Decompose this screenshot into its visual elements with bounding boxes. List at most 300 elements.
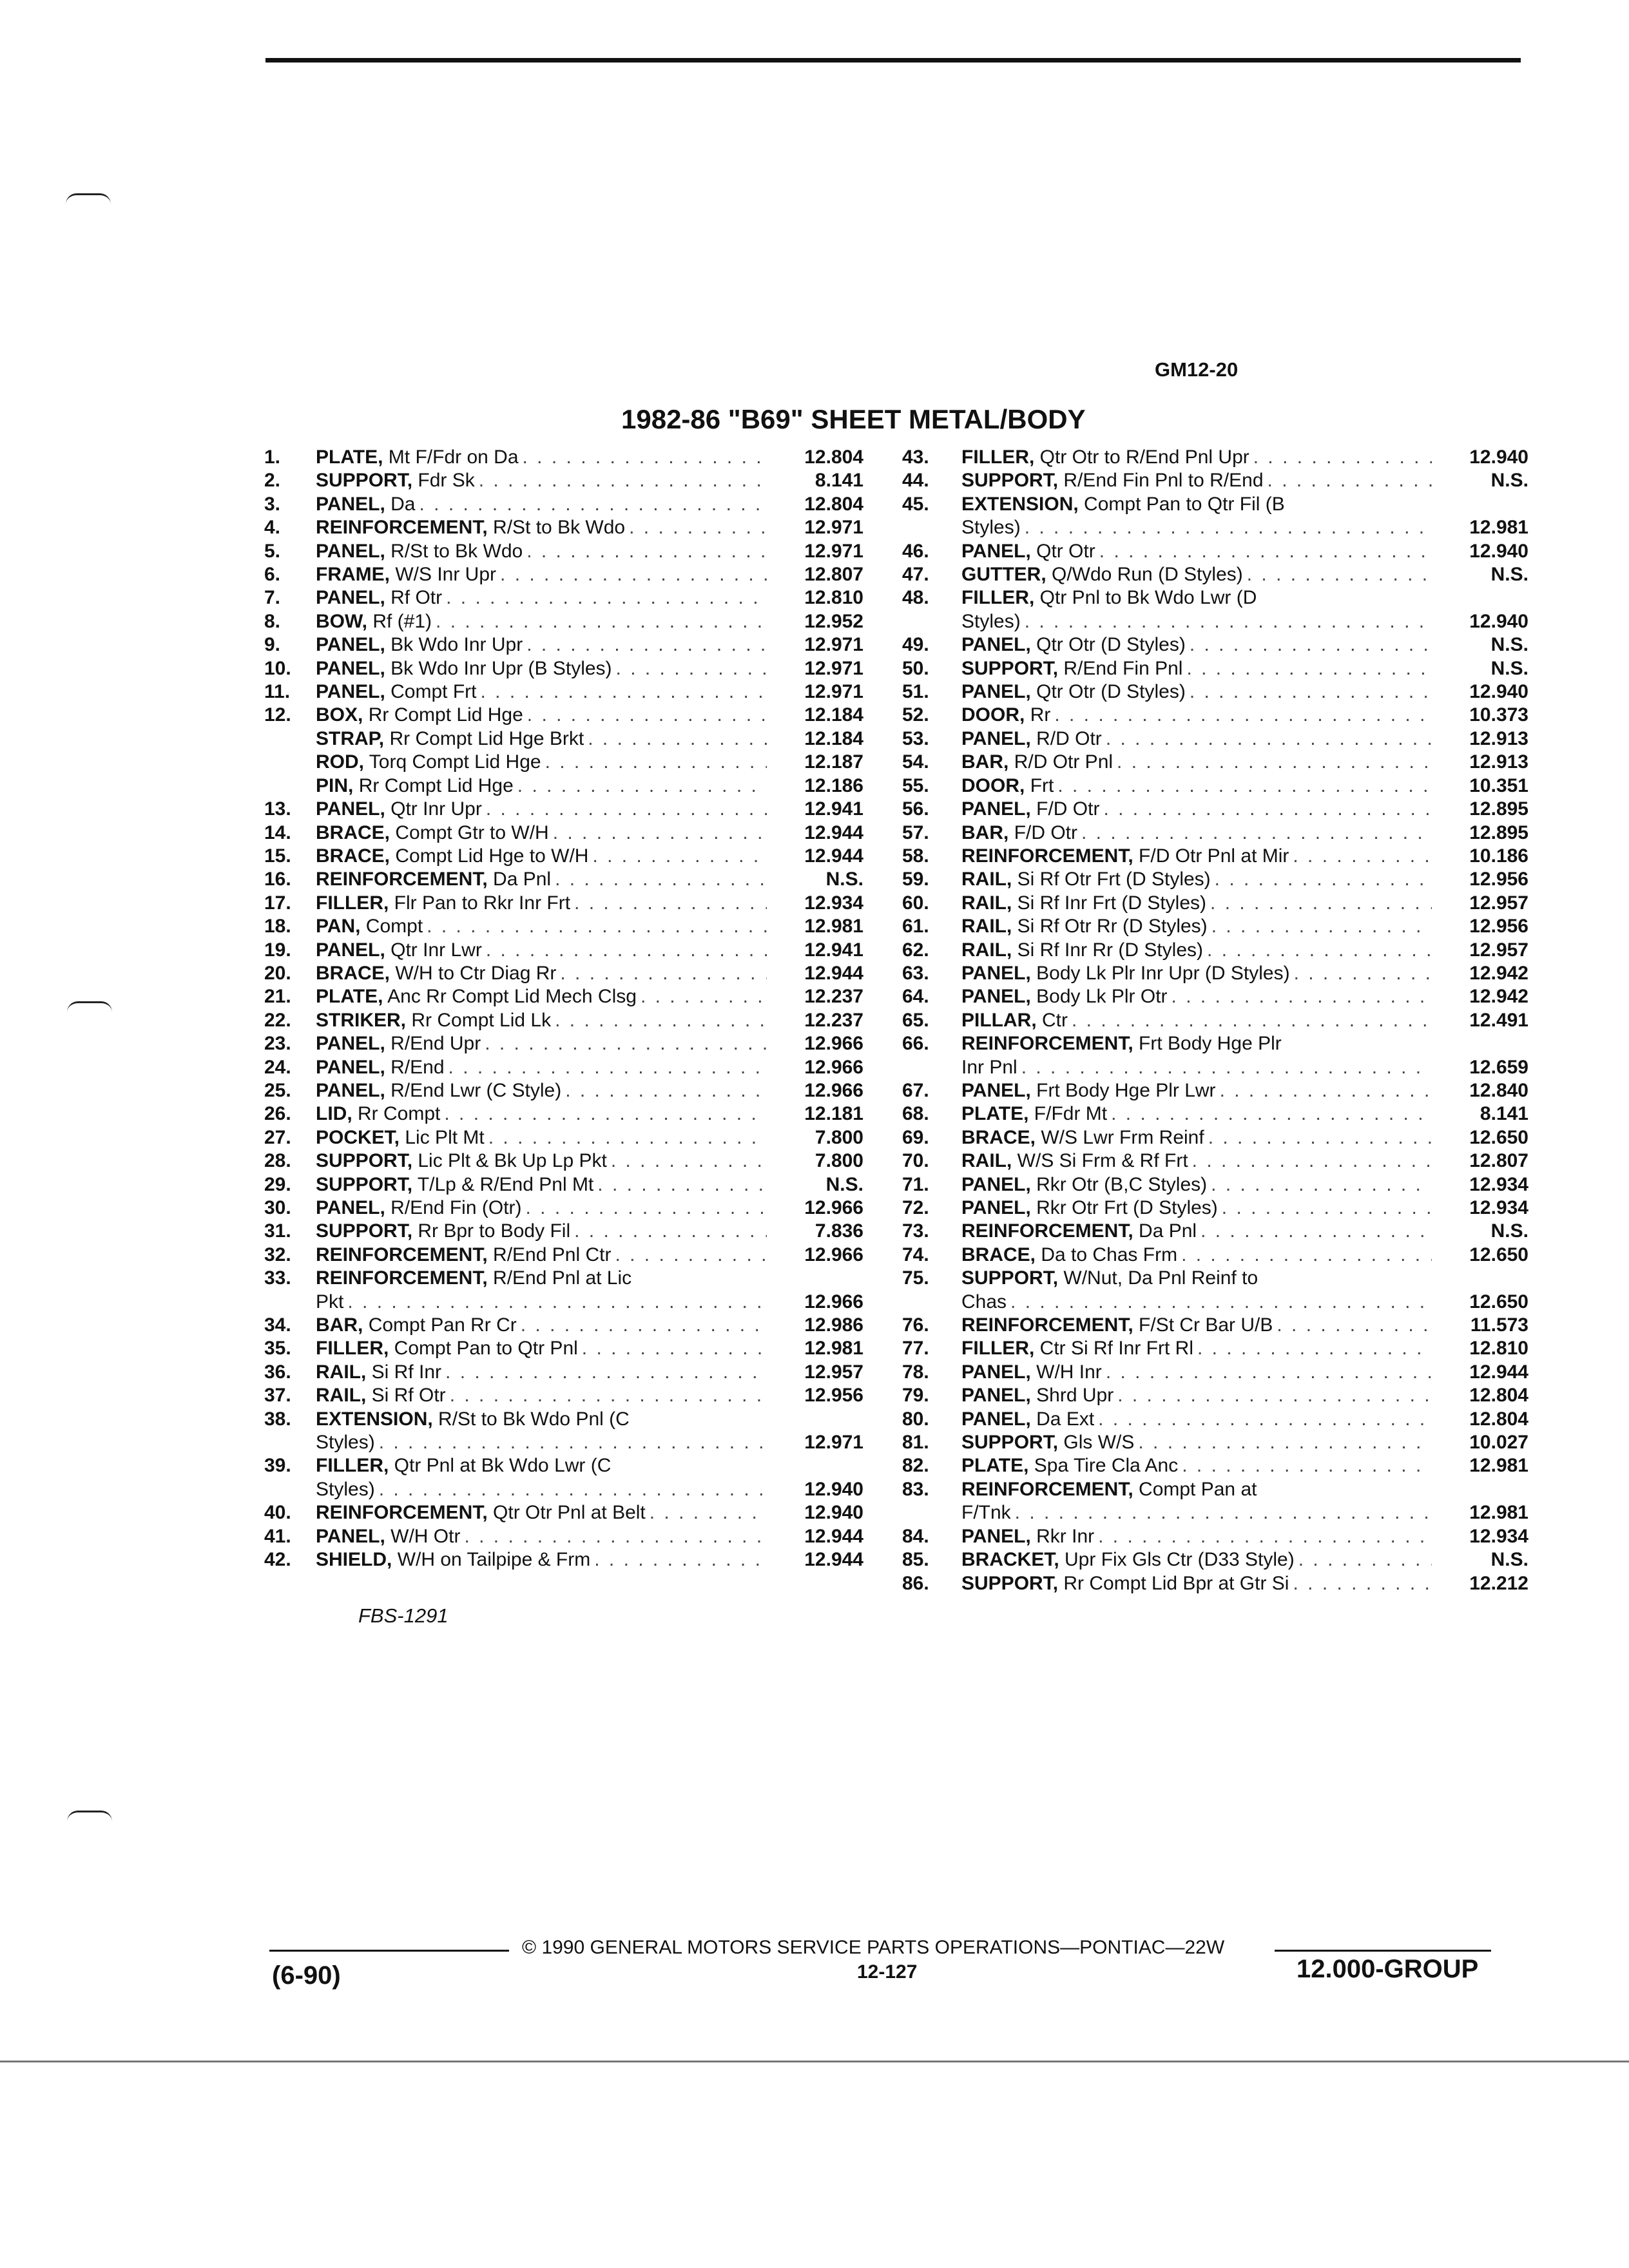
part-description bbox=[961, 1361, 1432, 1384]
part-name: FILLER, bbox=[961, 1338, 1035, 1360]
group-number: 12.966 bbox=[804, 1079, 863, 1101]
part-name: RAIL, bbox=[961, 892, 1012, 914]
description-line bbox=[316, 1501, 646, 1524]
part-description bbox=[316, 1408, 767, 1455]
part-detail: Qtr Inr Upr bbox=[390, 798, 482, 820]
part-name: PANEL, bbox=[316, 1197, 385, 1218]
leader-dots bbox=[1243, 563, 1432, 586]
part-description bbox=[316, 469, 767, 492]
description-line bbox=[961, 892, 1206, 915]
leader-dots bbox=[570, 892, 767, 915]
part-name: REINFORCEMENT, bbox=[961, 1033, 1133, 1055]
part-description bbox=[961, 633, 1432, 657]
leader-dots bbox=[588, 845, 767, 868]
part-name: RAIL, bbox=[961, 939, 1012, 961]
part-description bbox=[961, 1454, 1432, 1477]
part-name: REINFORCEMENT, bbox=[961, 1314, 1133, 1336]
part-detail-continued: Styles) bbox=[316, 1478, 375, 1500]
part-description bbox=[316, 845, 767, 868]
group-number: 12.940 bbox=[1469, 540, 1528, 562]
part-detail: Rr Bpr to Body Fil bbox=[418, 1220, 571, 1242]
item-number: 7. bbox=[264, 587, 281, 609]
part-detail: Q/Wdo Run (D Styles) bbox=[1052, 564, 1243, 586]
item-number: 12. bbox=[264, 704, 291, 726]
part-name: PAN, bbox=[316, 916, 361, 937]
part-entry bbox=[902, 1079, 1528, 1102]
description-continuation bbox=[961, 1056, 1432, 1079]
group-number: 11.573 bbox=[1470, 1314, 1528, 1336]
part-entry bbox=[902, 962, 1528, 985]
description-line bbox=[316, 1337, 578, 1360]
part-description bbox=[316, 1548, 767, 1571]
part-description bbox=[961, 1126, 1432, 1149]
part-detail: T/Lp & R/End Pnl Mt bbox=[417, 1173, 594, 1195]
part-entry bbox=[902, 1384, 1528, 1407]
part-name: FRAME, bbox=[316, 564, 390, 586]
description-continuation bbox=[961, 610, 1432, 633]
part-name: PANEL, bbox=[316, 657, 385, 679]
part-description bbox=[316, 985, 767, 1008]
part-detail-continued: Styles) bbox=[961, 517, 1021, 539]
part-name: SUPPORT, bbox=[961, 470, 1059, 492]
part-entry bbox=[264, 680, 863, 704]
leader-dots bbox=[445, 1056, 767, 1079]
group-number: 12.966 bbox=[804, 1056, 863, 1078]
leader-dots bbox=[1295, 1548, 1432, 1571]
part-detail: Compt Gtr to W/H bbox=[395, 822, 549, 843]
item-number: 30. bbox=[264, 1197, 291, 1218]
part-description bbox=[316, 610, 767, 633]
part-entry bbox=[264, 1009, 863, 1032]
part-detail: R/End Lwr (C Style) bbox=[390, 1079, 562, 1101]
description-line bbox=[316, 610, 432, 633]
group-number: 12.981 bbox=[804, 916, 863, 937]
part-name: DOOR, bbox=[961, 774, 1025, 796]
leader-dots bbox=[1206, 892, 1432, 915]
item-number: 69. bbox=[902, 1126, 929, 1148]
part-description bbox=[316, 1337, 767, 1360]
part-detail: Anc Rr Compt Lid Mech Clsg bbox=[387, 986, 637, 1008]
part-entry bbox=[264, 1244, 863, 1267]
part-entry bbox=[264, 962, 863, 985]
group-number: 12.804 bbox=[804, 447, 863, 468]
group-number: 12.966 bbox=[804, 1291, 863, 1312]
leader-dots bbox=[561, 1079, 767, 1102]
item-number: 6. bbox=[264, 564, 281, 586]
part-detail: Qtr Otr Pnl at Belt bbox=[493, 1502, 646, 1524]
item-number: 4. bbox=[264, 517, 281, 539]
part-description bbox=[961, 727, 1432, 751]
leader-dots bbox=[432, 610, 767, 633]
item-number: 35. bbox=[264, 1338, 291, 1360]
part-detail: Si Rf Otr Frt (D Styles) bbox=[1017, 869, 1211, 890]
part-name: PANEL, bbox=[961, 1173, 1031, 1195]
part-name: LID, bbox=[316, 1103, 352, 1125]
item-number: 15. bbox=[264, 845, 291, 867]
leader-dots bbox=[517, 1314, 767, 1337]
part-entry bbox=[902, 1149, 1528, 1173]
description-line bbox=[961, 1079, 1216, 1102]
description-line bbox=[316, 868, 551, 891]
part-description bbox=[961, 1149, 1432, 1173]
part-entry bbox=[902, 1220, 1528, 1243]
leader-dots bbox=[593, 1173, 767, 1196]
part-description bbox=[316, 751, 767, 774]
part-detail: Frt bbox=[1030, 774, 1054, 796]
part-description bbox=[961, 540, 1432, 563]
part-name: BAR, bbox=[316, 1314, 363, 1336]
part-detail: R/End Upr bbox=[390, 1033, 481, 1055]
group-number: 12.804 bbox=[804, 493, 863, 515]
description-line bbox=[961, 774, 1054, 798]
part-entry bbox=[264, 610, 863, 633]
leader-dots bbox=[523, 540, 767, 563]
leader-dots bbox=[514, 774, 767, 798]
leader-dots bbox=[1068, 1009, 1432, 1032]
part-detail: Gls W/S bbox=[1063, 1432, 1135, 1454]
group-number: 12.971 bbox=[804, 540, 863, 562]
leader-dots bbox=[1007, 1291, 1432, 1314]
description-line bbox=[961, 586, 1432, 610]
description-line bbox=[316, 586, 442, 610]
part-entry bbox=[902, 868, 1528, 891]
part-description bbox=[316, 1173, 767, 1196]
part-detail: Si Rf Inr bbox=[371, 1361, 442, 1383]
group-number: 12.934 bbox=[1469, 1525, 1528, 1547]
leader-dots bbox=[1102, 727, 1432, 751]
part-name: FILLER, bbox=[316, 892, 389, 914]
item-number: 75. bbox=[902, 1267, 929, 1289]
item-number: 3. bbox=[264, 493, 281, 515]
part-entry bbox=[264, 446, 863, 469]
part-description bbox=[961, 563, 1432, 586]
leader-dots bbox=[556, 962, 767, 985]
part-detail: Rr bbox=[1030, 704, 1051, 726]
part-entry bbox=[902, 680, 1528, 704]
description-line bbox=[961, 1572, 1289, 1595]
description-line bbox=[961, 680, 1186, 704]
item-number: 42. bbox=[264, 1549, 291, 1571]
part-detail: Upr Fix Gls Ctr (D33 Style) bbox=[1065, 1549, 1295, 1571]
item-number: 14. bbox=[264, 822, 291, 843]
description-line bbox=[961, 1525, 1094, 1548]
item-number: 26. bbox=[264, 1103, 291, 1125]
item-number: 82. bbox=[902, 1455, 929, 1477]
item-number: 25. bbox=[264, 1079, 291, 1101]
leader-dots bbox=[646, 1501, 767, 1524]
part-entry bbox=[902, 657, 1528, 680]
part-name: PANEL, bbox=[961, 1408, 1031, 1430]
group-number: 12.971 bbox=[804, 657, 863, 679]
description-line bbox=[961, 868, 1211, 891]
item-number: 86. bbox=[902, 1572, 929, 1594]
group-number: 12.237 bbox=[804, 986, 863, 1008]
part-description bbox=[316, 1056, 767, 1079]
leader-dots bbox=[375, 1478, 767, 1501]
group-number: 12.944 bbox=[804, 962, 863, 984]
part-entry bbox=[264, 798, 863, 821]
description-line bbox=[961, 1361, 1102, 1384]
part-name: REINFORCEMENT, bbox=[961, 845, 1133, 867]
item-number: 17. bbox=[264, 892, 291, 914]
part-detail: Rr Compt Lid Bpr at Gtr Si bbox=[1063, 1572, 1289, 1594]
leader-dots bbox=[1290, 962, 1432, 985]
part-description bbox=[316, 1009, 767, 1032]
part-description bbox=[961, 446, 1432, 469]
item-number: 73. bbox=[902, 1220, 929, 1242]
group-number: N.S. bbox=[1490, 657, 1528, 679]
group-number: 12.971 bbox=[804, 517, 863, 539]
part-description bbox=[316, 633, 767, 657]
item-number: 79. bbox=[902, 1385, 929, 1407]
item-number: 52. bbox=[902, 704, 929, 726]
part-entry bbox=[264, 985, 863, 1008]
part-detail: Qtr Otr bbox=[1036, 540, 1095, 562]
part-name: STRIKER, bbox=[316, 1009, 407, 1031]
part-entry bbox=[902, 1408, 1528, 1431]
item-number: 58. bbox=[902, 845, 929, 867]
group-number: 12.237 bbox=[804, 1009, 863, 1031]
leader-dots bbox=[1134, 1431, 1432, 1454]
item-number: 49. bbox=[902, 634, 929, 656]
part-entry bbox=[264, 1149, 863, 1173]
part-description bbox=[961, 704, 1432, 727]
part-detail: Compt Lid Hge to W/H bbox=[395, 845, 589, 867]
part-entry bbox=[902, 540, 1528, 563]
part-entry bbox=[902, 1126, 1528, 1149]
group-number: 12.981 bbox=[1469, 1502, 1528, 1524]
part-description bbox=[316, 1267, 767, 1314]
part-detail: Si Rf Otr bbox=[371, 1385, 446, 1407]
part-name: PANEL, bbox=[961, 1079, 1031, 1101]
item-number: 11. bbox=[264, 681, 291, 703]
description-line bbox=[961, 1126, 1204, 1149]
part-entry bbox=[264, 1384, 863, 1407]
part-description bbox=[316, 540, 767, 563]
item-number: 9. bbox=[264, 634, 281, 656]
part-description bbox=[961, 1314, 1432, 1337]
item-number: 32. bbox=[264, 1244, 291, 1265]
part-name: PANEL, bbox=[316, 1525, 385, 1547]
footer-rule-right bbox=[1275, 1950, 1491, 1952]
group-number: 7.800 bbox=[815, 1126, 863, 1148]
description-line bbox=[961, 1454, 1178, 1477]
leader-dots bbox=[1094, 1525, 1432, 1548]
part-entry bbox=[902, 633, 1528, 657]
leader-dots bbox=[1218, 1196, 1432, 1220]
description-line bbox=[316, 822, 549, 845]
group-number: 12.807 bbox=[804, 564, 863, 586]
description-line bbox=[961, 1408, 1094, 1431]
group-number: N.S. bbox=[1490, 1220, 1528, 1242]
description-continuation bbox=[316, 1478, 767, 1501]
part-description bbox=[316, 1454, 767, 1501]
copyright-line: © 1990 GENERAL MOTORS SERVICE PARTS OPERATIONS—PONTIAC—22W bbox=[522, 1937, 1225, 1958]
description-continuation bbox=[316, 1431, 767, 1454]
part-description bbox=[961, 822, 1432, 845]
part-description bbox=[961, 1525, 1432, 1548]
part-name: SHIELD, bbox=[316, 1549, 392, 1571]
part-detail: F/D Otr bbox=[1036, 798, 1100, 820]
part-description bbox=[316, 1361, 767, 1384]
group-number: 12.941 bbox=[804, 798, 863, 820]
part-entry bbox=[264, 1032, 863, 1055]
group-number: 12.913 bbox=[1469, 751, 1528, 773]
description-line bbox=[961, 1102, 1107, 1126]
page-title: 1982-86 "B69" SHEET METAL/BODY bbox=[621, 404, 1086, 434]
description-line bbox=[316, 774, 514, 798]
part-detail: Rr Compt Lid Hge bbox=[358, 774, 514, 796]
description-line bbox=[961, 1173, 1207, 1196]
part-detail: F/St Cr Bar U/B bbox=[1139, 1314, 1273, 1336]
part-detail: W/Nut, Da Pnl Reinf to bbox=[1063, 1267, 1258, 1289]
description-line bbox=[316, 1361, 441, 1384]
description-line bbox=[961, 1032, 1432, 1055]
leader-dots bbox=[1113, 751, 1432, 774]
item-number: 16. bbox=[264, 869, 291, 890]
punch-mark bbox=[66, 193, 111, 204]
part-entry bbox=[264, 633, 863, 657]
leader-dots bbox=[607, 1149, 767, 1173]
description-line bbox=[961, 1009, 1068, 1032]
leader-dots bbox=[441, 1361, 767, 1384]
description-line bbox=[316, 1244, 611, 1267]
description-continuation bbox=[961, 1291, 1432, 1314]
part-entry bbox=[902, 1478, 1528, 1525]
group-number: 12.187 bbox=[804, 751, 863, 773]
item-number: 60. bbox=[902, 892, 929, 914]
group-number: N.S. bbox=[825, 1173, 863, 1195]
leader-dots bbox=[611, 1244, 767, 1267]
leader-dots bbox=[1094, 1408, 1432, 1431]
part-detail: Body Lk Plr Otr bbox=[1036, 986, 1168, 1008]
group-number: 10.027 bbox=[1469, 1432, 1528, 1454]
description-line bbox=[316, 845, 588, 868]
item-number: 80. bbox=[902, 1408, 929, 1430]
part-description bbox=[961, 1548, 1432, 1571]
item-number: 13. bbox=[264, 798, 291, 820]
top-rule bbox=[265, 58, 1521, 62]
description-line bbox=[316, 915, 423, 938]
part-entry bbox=[264, 915, 863, 938]
part-name: PLATE, bbox=[961, 1455, 1029, 1477]
group-number: 12.966 bbox=[804, 1033, 863, 1055]
description-line bbox=[316, 798, 482, 821]
description-line bbox=[961, 540, 1095, 563]
description-line bbox=[316, 1454, 767, 1477]
item-number: 27. bbox=[264, 1126, 291, 1148]
group-number: 12.659 bbox=[1469, 1056, 1528, 1078]
item-number: 81. bbox=[902, 1432, 929, 1454]
item-number: 43. bbox=[902, 447, 929, 468]
item-number: 19. bbox=[264, 939, 291, 961]
part-name: RAIL, bbox=[316, 1361, 367, 1383]
part-name: PANEL, bbox=[316, 540, 385, 562]
part-description bbox=[316, 868, 767, 891]
part-detail: Rr Compt Lid Hge Brkt bbox=[389, 727, 584, 749]
leader-dots bbox=[522, 1196, 767, 1220]
part-name: REINFORCEMENT, bbox=[316, 869, 488, 890]
part-description bbox=[961, 493, 1432, 540]
part-entry bbox=[902, 1244, 1528, 1267]
leader-dots bbox=[1207, 1173, 1432, 1196]
figure-reference: FBS-1291 bbox=[358, 1604, 448, 1627]
revision-date: (6-90) bbox=[272, 1961, 341, 1990]
leader-dots bbox=[482, 939, 767, 962]
description-continuation bbox=[961, 1501, 1432, 1524]
part-entry bbox=[902, 822, 1528, 845]
part-name: PANEL, bbox=[316, 1079, 385, 1101]
part-detail: R/St to Bk Wdo Pnl (C bbox=[438, 1408, 630, 1430]
item-number: 2. bbox=[264, 470, 281, 492]
part-detail: Spa Tire Cla Anc bbox=[1034, 1455, 1179, 1477]
part-description bbox=[961, 1408, 1432, 1431]
part-description bbox=[316, 1244, 767, 1267]
part-detail-continued: Styles) bbox=[316, 1432, 375, 1454]
part-name: RAIL, bbox=[316, 1385, 367, 1407]
description-line bbox=[961, 1149, 1188, 1173]
part-detail-continued: Chas bbox=[961, 1291, 1007, 1312]
part-detail: F/Fdr Mt bbox=[1034, 1103, 1108, 1125]
part-name: PANEL, bbox=[316, 681, 385, 703]
bottom-rule bbox=[0, 2061, 1629, 2062]
description-line bbox=[961, 727, 1102, 751]
part-name: PLATE, bbox=[316, 447, 383, 468]
part-detail: W/S Si Frm & Rf Frt bbox=[1017, 1150, 1188, 1172]
item-number: 51. bbox=[902, 681, 929, 703]
leader-dots bbox=[612, 657, 767, 680]
group-number: 12.895 bbox=[1469, 798, 1528, 820]
part-detail: R/End Fin (Otr) bbox=[390, 1197, 522, 1218]
group-number: 12.981 bbox=[804, 1338, 863, 1360]
part-detail: Shrd Upr bbox=[1036, 1385, 1114, 1407]
part-detail: Qtr Otr (D Styles) bbox=[1036, 681, 1186, 703]
part-name: BRACE, bbox=[961, 1126, 1036, 1148]
part-detail: F/D Otr Pnl at Mir bbox=[1139, 845, 1289, 867]
group-number: 12.944 bbox=[1469, 1361, 1528, 1383]
part-entry bbox=[902, 446, 1528, 469]
part-detail: Rkr Otr Frt (D Styles) bbox=[1036, 1197, 1218, 1218]
leader-dots bbox=[481, 1032, 767, 1055]
part-entry bbox=[264, 1079, 863, 1102]
group-number: 12.810 bbox=[1469, 1338, 1528, 1360]
part-description bbox=[961, 1196, 1432, 1220]
leader-dots bbox=[416, 493, 767, 516]
group-number: 12.184 bbox=[804, 704, 863, 726]
leader-dots bbox=[1168, 985, 1432, 1008]
part-description bbox=[316, 892, 767, 915]
part-detail-continued: Styles) bbox=[961, 610, 1021, 632]
group-number: 12.956 bbox=[804, 1385, 863, 1407]
part-detail: Qtr Pnl at Bk Wdo Lwr (C bbox=[394, 1455, 612, 1477]
group-number: 12.804 bbox=[1469, 1408, 1528, 1430]
part-name: PANEL, bbox=[961, 1197, 1031, 1218]
group-number: N.S. bbox=[1490, 470, 1528, 492]
part-detail: R/St to Bk Wdo bbox=[390, 540, 523, 562]
group-number: 10.186 bbox=[1469, 845, 1528, 867]
group-number: 12.934 bbox=[804, 892, 863, 914]
item-number: 61. bbox=[902, 916, 929, 937]
part-entry bbox=[264, 727, 863, 751]
part-name: SUPPORT, bbox=[316, 1220, 413, 1242]
part-name: FILLER, bbox=[316, 1338, 389, 1360]
group-number: 8.141 bbox=[1480, 1103, 1528, 1125]
leader-dots bbox=[1211, 868, 1432, 891]
description-line bbox=[316, 939, 482, 962]
group-number: 12.804 bbox=[1469, 1385, 1528, 1407]
description-line bbox=[961, 1314, 1273, 1337]
part-description bbox=[316, 1220, 767, 1243]
